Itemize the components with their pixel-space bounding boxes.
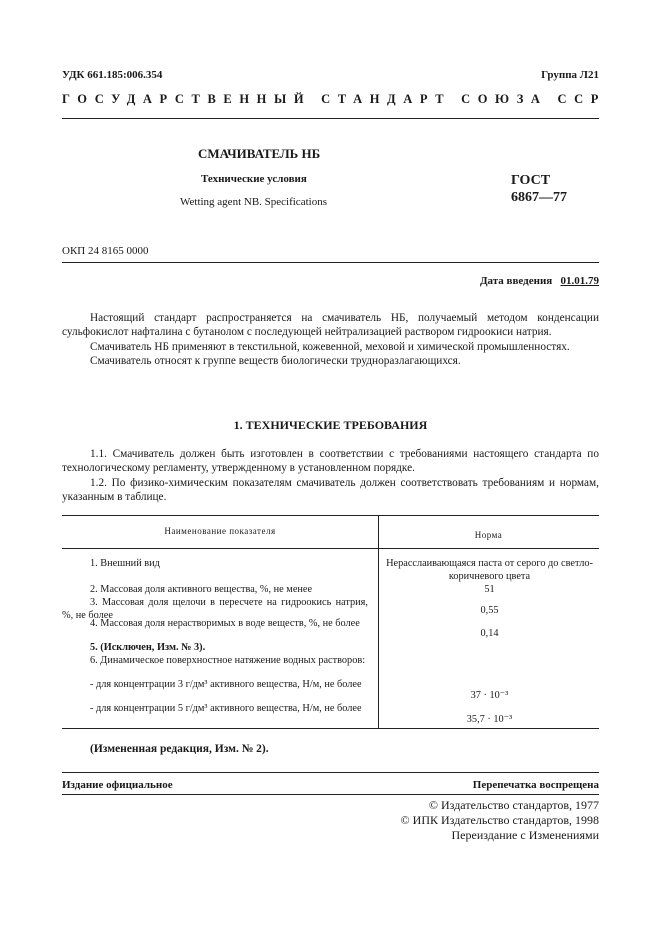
table-top-border	[62, 515, 599, 516]
table-row-name: 1. Внешний вид	[90, 558, 160, 569]
banner-word: ГОСУДАРСТВЕННЫЙ	[62, 92, 312, 106]
table-header-norm: Норма	[474, 530, 503, 540]
banner-word: ССР	[557, 92, 606, 106]
section-paragraph: 1.1. Смачиватель должен быть изготовлен в соответствии с требованиями настоящего стандарта по технологическому регламенту, утвержденному в установленном порядке.	[62, 448, 599, 475]
banner-word: СТАНДАРТ	[321, 92, 452, 106]
footer-bottom-rule	[62, 794, 599, 795]
table-row-value: 51	[484, 584, 495, 595]
document-title: СМАЧИВАТЕЛЬ НБ	[198, 146, 321, 161]
amendment-note: (Измененная редакция, Изм. № 2).	[90, 743, 269, 755]
section-text	[62, 447, 599, 504]
table-row-name: 2. Массовая доля активного вещества, %, не менее	[90, 584, 313, 595]
official-edition: Издание официальное	[62, 779, 173, 791]
copyright-1998: © ИПК Издательство стандартов, 1998	[400, 813, 599, 827]
table-bottom-border	[62, 728, 599, 729]
title-rule	[62, 262, 599, 263]
table-row-name: 5. (Исключен, Изм. № 3).	[90, 642, 206, 653]
table-row-name: - для концентрации 5 г/дм³ активного вещества, Н/м, не более	[90, 703, 362, 714]
udk-code: УДК 661.185:006.354	[62, 69, 163, 81]
table-row-value: 35,7 · 10⁻³	[466, 714, 513, 725]
group-code: Группа Л21	[541, 69, 599, 81]
intro-date-label: Дата введения	[479, 275, 553, 287]
reissue-notice: Переиздание с Изменениями	[451, 828, 599, 842]
intro-date-value: 01.01.79	[560, 275, 599, 287]
table-row-name: 4. Массовая доля нерастворимых в воде веществ, %, не более	[90, 618, 360, 629]
table-row-value: 0,14	[480, 628, 499, 639]
intro-paragraph: Смачиватель относят к группе веществ биологически трудноразлагающихся.	[90, 354, 461, 367]
document-subtitle: Технические условия	[201, 173, 307, 185]
table-row-value: 0,55	[480, 605, 499, 616]
copyright-1977: © Издательство стандартов, 1977	[428, 798, 599, 812]
section-heading: 1. ТЕХНИЧЕСКИЕ ТРЕБОВАНИЯ	[233, 418, 428, 432]
table-row-name: 3. Массовая доля щелочи в пересчете на гидроокись натрия, %, не более	[62, 597, 368, 621]
introduction-date	[480, 275, 599, 287]
state-standard-banner	[62, 92, 606, 107]
english-title: Wetting agent NB. Specifications	[180, 196, 327, 208]
okp-code: ОКП 24 8165 0000	[62, 245, 149, 257]
table-row-value: Нерасслаивающаяся паста от серого до светло-коричневого цвета	[386, 558, 593, 582]
gost-label: ГОСТ	[511, 173, 551, 188]
banner-word: СОЮЗА	[461, 92, 548, 106]
reprint-notice: Перепечатка воспрещена	[472, 779, 599, 791]
table-header-name: Наименование показателя	[164, 526, 276, 536]
header-rule	[62, 118, 599, 119]
footer-rule	[62, 772, 599, 773]
intro-paragraph: Настоящий стандарт распространяется на смачиватель НБ, получаемый методом конденсации сульфокислот нафталина с бутанолом с последующей нейтрализацией раствором гидроокиси натрия.	[62, 312, 599, 339]
table-row-name: - для концентрации 3 г/дм³ активного вещества, Н/м, не более	[90, 679, 362, 690]
table-row-value: 37 · 10⁻³	[470, 690, 509, 701]
intro-paragraph: Смачиватель НБ применяют в текстильной, кожевенной, меховой и химической промышленностях.	[90, 340, 570, 353]
table-header-border	[62, 548, 599, 549]
table-row-name: 6. Динамическое поверхностное натяжение водных растворов:	[90, 655, 366, 666]
gost-number: 6867—77	[511, 190, 567, 205]
table-column-divider	[378, 515, 379, 728]
section-paragraph: 1.2. По физико-химическим показателям смачиватель должен соответствовать требованиям и нормам, указанным в таблице.	[62, 476, 599, 503]
intro-text	[62, 311, 599, 368]
